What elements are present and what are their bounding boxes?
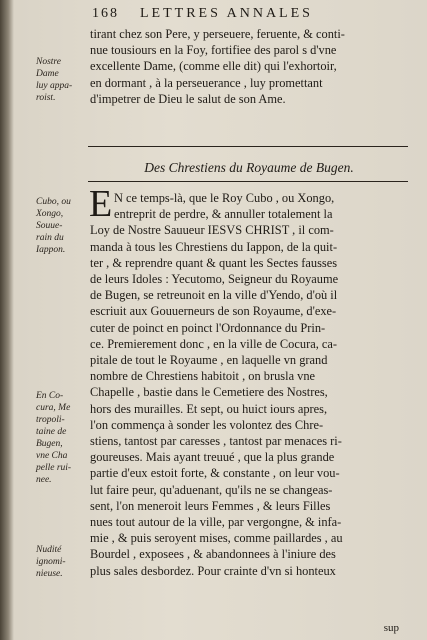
running-title: LETTRES ANNALES bbox=[140, 6, 313, 21]
text-line: excellente Dame, (comme elle dit) qui l'exhortoir, bbox=[90, 59, 337, 74]
text-line: partie d'eux estoit forte, & constante , on leur vou- bbox=[90, 466, 340, 481]
margin-note-line: tropoli- bbox=[36, 415, 65, 425]
top-paragraph bbox=[90, 26, 408, 107]
page-gutter-shadow bbox=[0, 0, 14, 640]
text-line: tirant chez son Pere, y perseuere, feruente, & conti- bbox=[90, 27, 345, 41]
margin-note-cubo bbox=[36, 196, 92, 256]
margin-note-line: Cubo, ou bbox=[36, 197, 71, 207]
text-line: en dormant , à la perseuerance , luy promettant bbox=[90, 75, 323, 90]
text-line: hors des murailles. Et sept, ou huict iours apres, bbox=[90, 401, 328, 416]
section-title: Des Chrestiens du Royaume de Bugen. bbox=[144, 160, 354, 175]
margin-note-nudite bbox=[36, 544, 92, 580]
margin-note-line: cura, Me bbox=[36, 403, 71, 413]
text-line: escriuit aux Gouuerneurs de son Royaume, d'exe- bbox=[90, 304, 337, 319]
text-line: Chapelle , bastie dans le Cemetiere des Nostres, bbox=[90, 385, 328, 400]
margin-note-line: vne Cha bbox=[36, 451, 68, 461]
text-line: Loy de Nostre Sauueur IESVS CHRIST , il com- bbox=[90, 223, 334, 238]
margin-note-line: taine de bbox=[36, 427, 67, 437]
text-line: nue tousiours en la Foy, fortifiee des parol s d'vne bbox=[90, 43, 337, 58]
text-line: ce. Premierement donc , en la ville de Cocura, ca- bbox=[90, 336, 338, 351]
text-line: de Bugen, se retreunoit en la ville d'Yendo, d'où il bbox=[90, 288, 338, 303]
text-line: stiens, tantost par caresses , tantost par menaces ri- bbox=[90, 434, 342, 449]
margin-note-cocura bbox=[36, 390, 92, 486]
text-line: sent, l'on meneroit leurs Femmes , & leurs Filles bbox=[90, 498, 331, 513]
page-number: 168 bbox=[92, 6, 119, 21]
margin-note-line: Bugen, bbox=[36, 439, 63, 449]
text-line: nombre de Chrestiens habitoit , on brusla vne bbox=[90, 369, 316, 384]
text-line: entreprit de perdre, & annuller totalement la bbox=[114, 207, 333, 222]
margin-note-line: ignomi- bbox=[36, 557, 66, 567]
margin-note-line: nee. bbox=[36, 475, 52, 485]
text-line: de leurs Idoles : Yecutomo, Seigneur du Royaume bbox=[90, 272, 339, 287]
text-line: goureuses. Mais ayant treuué , que la plus grande bbox=[90, 450, 335, 465]
margin-note-line: pelle rui- bbox=[36, 463, 72, 473]
text-line: manda à tous les Chrestiens du Iappon, de la quit- bbox=[90, 239, 338, 254]
text-line: lut faire peur, qu'aduenant, qu'ils ne se changeas- bbox=[90, 482, 333, 497]
margin-note-line: nieuse. bbox=[36, 569, 63, 579]
text-line: ter , & reprendre quant & quant les Sectes fausses bbox=[90, 255, 338, 270]
text-line: d'impetrer de Dieu le salut de son Ame. bbox=[90, 91, 286, 106]
page-header bbox=[92, 6, 411, 22]
margin-note-nostre-dame bbox=[36, 56, 92, 104]
text-line: pitale de tout le Royaume , en laquelle vn grand bbox=[90, 353, 328, 368]
body-paragraph bbox=[89, 183, 408, 579]
margin-note-line: luy appa- bbox=[36, 81, 73, 91]
text-line: nues tout autour de la ville, par vergongne, & infa- bbox=[90, 515, 342, 530]
margin-note-line: Dame bbox=[36, 69, 59, 79]
margin-note-line: Souue- bbox=[36, 221, 63, 231]
text-line: cuter de poinct en poinct l'Ordonnance du Prin- bbox=[90, 320, 326, 335]
margin-note-line: roist. bbox=[36, 93, 56, 103]
text-line: N ce temps-là, que le Roy Cubo , ou Xongo, bbox=[114, 191, 335, 205]
margin-note-line: rain du bbox=[36, 233, 64, 243]
drop-cap: E bbox=[89, 183, 113, 225]
catchword: sup bbox=[383, 622, 399, 634]
text-line: l'on commença à sonder les volontez des Chre- bbox=[90, 417, 324, 432]
margin-note-line: Nostre bbox=[36, 57, 61, 67]
text-line: plus sales desbordez. Pour crainte d'vn si honteux bbox=[90, 563, 336, 578]
section-rule-top bbox=[88, 146, 408, 147]
text-line: mie , & puis seroyent mises, comme paillardes , au bbox=[90, 531, 343, 546]
margin-note-line: En Co- bbox=[36, 391, 64, 401]
margin-note-line: Xongo, bbox=[36, 209, 64, 219]
text-line: Bourdel , exposees , & abandonnees à l'iniure des bbox=[90, 547, 336, 562]
margin-note-line: Nudité bbox=[36, 545, 62, 555]
section-rule-bottom bbox=[88, 181, 408, 182]
margin-note-line: Iappon. bbox=[36, 245, 66, 255]
